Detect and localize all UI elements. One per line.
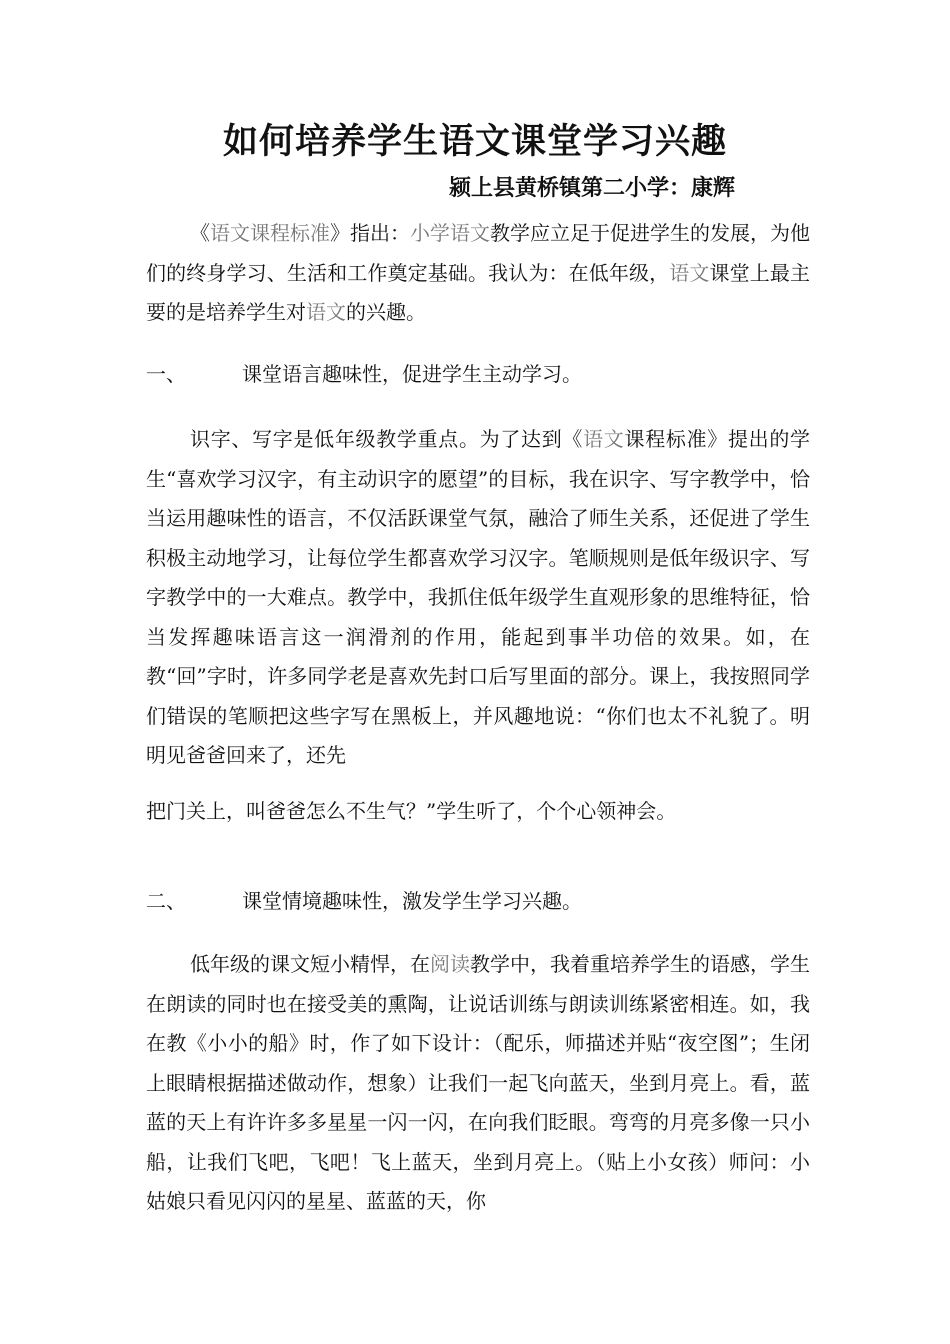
link-curriculum-standard[interactable]: 语文课程标准 bbox=[210, 221, 330, 245]
link-chinese-1[interactable]: 语文 bbox=[669, 260, 710, 285]
link-reading[interactable]: 阅读 bbox=[430, 952, 470, 976]
section-1-title: 课堂语言趣味性，促进学生主动学习。 bbox=[242, 362, 582, 386]
link-chinese-2[interactable]: 语文 bbox=[306, 300, 346, 324]
link-primary-chinese[interactable]: 小学语文 bbox=[410, 221, 490, 245]
intro-text-5: 的兴趣。 bbox=[346, 300, 426, 324]
section-2-text-2: 教学中，我着重培养学生的语感，学生在朗读的同时也在接受美的熏陶，让说话训练与朗读训练紧密相连。如，我在教《小小的船》时，作了如下设计：（配乐，师描述并贴“夜空图”；生闭上眼睛根据描述做动作，想象）让我们一起飞向蓝天，坐到月亮上。看，蓝蓝的天上有许许多多星星一闪一闪，在向我们眨眼。弯弯的月亮多像一只小船，让我们飞吧，飞吧！飞上蓝天，坐到月亮上。（贴上小女孩）师问：小姑娘只看见闪闪的星星、蓝蓝的天，你 bbox=[146, 952, 810, 1213]
section-2-heading bbox=[146, 885, 810, 917]
link-chinese-3[interactable]: 语文 bbox=[583, 427, 625, 451]
section-1-text-1: 识字、写字是低年级教学重点。为了达到《 bbox=[190, 427, 584, 451]
intro-paragraph bbox=[146, 214, 810, 333]
section-1-heading bbox=[146, 358, 810, 390]
intro-text-4: 课堂上最主要的是培养学生对 bbox=[146, 260, 810, 324]
section-1-text-2: 课程标准》提出的学生“喜欢学习汉字，有主动识字的愿望”的目标，我在识字、写字教学中，恰当运用趣味性的语言，不仅活跃课堂气氛，融洽了师生关系，还促进了学生积极主动地学习，让每位学生都喜欢学习汉字。笔顺规则是低年级识字、写字教学中的一大难点。教学中，我抓住低年级学生直观形象的思维特征，恰当发挥趣味语言这一润滑剂的作用，能起到事半功倍的效果。如，在教“回”字时，许多同学老是喜欢先封口后写里面的部分。课上，我按照同学们错误的笔顺把这些字写在黑板上，并风趣地说：“你们也太不礼貌了。明明见爸爸回来了，还先 bbox=[146, 427, 811, 767]
intro-text-2: 》指出： bbox=[330, 221, 410, 245]
intro-text-1: 《 bbox=[190, 221, 210, 245]
section-1-number: 一、 bbox=[146, 362, 186, 386]
intro-text-3: 教学应立足于促进学生的发展，为他们的终身学习、生活和工作奠定基础。我认为：在低年级， bbox=[146, 221, 810, 285]
section-2-title: 课堂情境趣味性，激发学生学习兴趣。 bbox=[242, 889, 582, 913]
section-2-number: 二、 bbox=[146, 889, 186, 913]
section-2-paragraph bbox=[146, 945, 810, 1222]
section-1-paragraph-end: 把门关上，叫爸爸怎么不生气？”学生听了，个个心领神会。 bbox=[146, 799, 677, 823]
document-title: 如何培养学生语文课堂学习兴趣 bbox=[222, 121, 727, 162]
section-1-paragraph bbox=[146, 420, 810, 776]
author-line: 颍上县黄桥镇第二小学：康辉 bbox=[448, 175, 735, 201]
section-2-text-1: 低年级的课文短小精悍，在 bbox=[190, 952, 430, 976]
